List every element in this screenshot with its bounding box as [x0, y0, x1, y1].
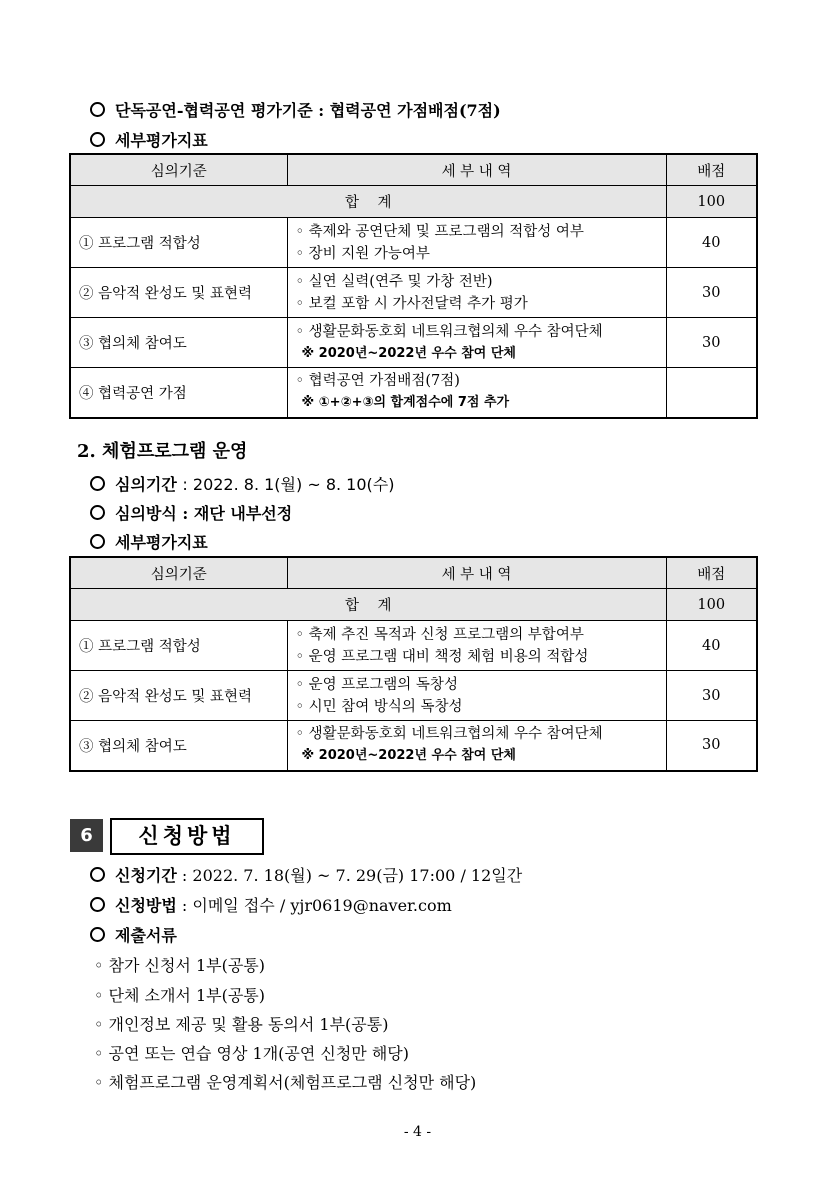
detail-label-1: 세부평가지표: [90, 128, 208, 151]
documents-label-line: 제출서류: [90, 923, 177, 946]
table-row: [70, 368, 757, 418]
detail-label-2: 세부평가지표: [90, 530, 208, 553]
circle-bullet-icon: [90, 897, 105, 912]
circle-bullet-icon: [90, 505, 105, 520]
application-period-line: 신청기간 : 2022. 7. 18(월) ~ 7. 29(금) 17:00 / 12일간: [90, 863, 522, 886]
header-score: 배점: [666, 154, 757, 186]
list-item: ◦ 참가 신청서 1부(공통): [94, 956, 266, 975]
table-row: [70, 218, 757, 268]
table-row: [70, 621, 757, 671]
row-details: ◦ 축제와 공연단체 및 프로그램의 적합성 여부 ◦ 장비 지원 가능여부: [287, 218, 666, 268]
circle-bullet-icon: [90, 476, 105, 491]
table-total-row: [70, 589, 757, 621]
row-criterion: ③ 협의체 참여도: [70, 318, 287, 368]
row-criterion: ① 프로그램 적합성: [70, 218, 287, 268]
review-method-line: 심의방식 : 재단 내부선정: [90, 501, 292, 524]
row-score: 40: [666, 621, 757, 671]
circle-bullet-icon: [90, 927, 105, 942]
list-item: ◦ 개인정보 제공 및 활용 동의서 1부(공통): [94, 1015, 389, 1034]
row-criterion: ④ 협력공연 가점: [70, 368, 287, 418]
header-criteria: 심의기준: [70, 557, 287, 589]
circle-bullet-icon: [90, 132, 105, 147]
evaluation-table-2: [69, 556, 758, 772]
table-row: [70, 318, 757, 368]
table-row: [70, 268, 757, 318]
total-score: 100: [666, 589, 757, 621]
row-details: ◦ 생활문화동호회 네트워크협의체 우수 참여단체 ※ 2020년~2022년 우수 참여 단체: [287, 721, 666, 771]
row-note: ※ 2020년~2022년 우수 참여 단체: [301, 345, 516, 361]
table-row: [70, 671, 757, 721]
row-criterion: ② 음악적 완성도 및 표현력: [70, 268, 287, 318]
list-item: ◦ 단체 소개서 1부(공통): [94, 986, 266, 1005]
row-details: ◦ 실연 실력(연주 및 가창 전반) ◦ 보컬 포함 시 가사전달력 추가 평가: [287, 268, 666, 318]
table-row: [70, 721, 757, 771]
total-label: 합 계: [70, 186, 666, 218]
list-item: ◦ 공연 또는 연습 영상 1개(공연 신청만 해당): [94, 1044, 409, 1063]
header-criteria: 심의기준: [70, 154, 287, 186]
total-score: 100: [666, 186, 757, 218]
criteria-line: 단독공연-협력공연 평가기준 : 협력공연 가점배점(7점): [90, 98, 501, 121]
header-score: 배점: [666, 557, 757, 589]
row-score: 30: [666, 721, 757, 771]
application-method-line: 신청방법 : 이메일 접수 / yjr0619@naver.com: [90, 893, 452, 916]
row-details: ◦ 생활문화동호회 네트워크협의체 우수 참여단체 ※ 2020년~2022년 우수 참여 단체: [287, 318, 666, 368]
circle-bullet-icon: [90, 102, 105, 117]
row-note: ※ 2020년~2022년 우수 참여 단체: [301, 748, 516, 764]
row-score: 30: [666, 671, 757, 721]
evaluation-table-1: [69, 153, 758, 419]
row-score: [666, 368, 757, 418]
section-number: 6: [70, 819, 103, 852]
page-number: - 4 -: [403, 1124, 432, 1140]
list-item: ◦ 체험프로그램 운영계획서(체험프로그램 신청만 해당): [94, 1073, 477, 1092]
circle-bullet-icon: [90, 867, 105, 882]
table-total-row: [70, 186, 757, 218]
row-details: ◦ 협력공연 가점배점(7점) ※ ①+②+③의 합계점수에 7점 추가: [287, 368, 666, 418]
row-criterion: ② 음악적 완성도 및 표현력: [70, 671, 287, 721]
header-details: 세 부 내 역: [287, 154, 666, 186]
review-period-line: 심의기간 : 2022. 8. 1(월) ~ 8. 10(수): [90, 472, 394, 495]
row-details: ◦ 축제 추진 목적과 신청 프로그램의 부합여부 ◦ 운영 프로그램 대비 책정 체험 비용의 적합성: [287, 621, 666, 671]
row-criterion: ① 프로그램 적합성: [70, 621, 287, 671]
row-criterion: ③ 협의체 참여도: [70, 721, 287, 771]
row-score: 30: [666, 318, 757, 368]
row-score: 40: [666, 218, 757, 268]
total-label: 합 계: [70, 589, 666, 621]
table-header-row: [70, 557, 757, 589]
row-details: ◦ 운영 프로그램의 독창성 ◦ 시민 참여 방식의 독창성: [287, 671, 666, 721]
table-header-row: [70, 154, 757, 186]
section-2-heading: 2. 체험프로그램 운영: [77, 441, 248, 462]
header-details: 세 부 내 역: [287, 557, 666, 589]
section-title: 신청방법: [110, 818, 264, 855]
row-note: ※ ①+②+③의 합계점수에 7점 추가: [301, 395, 510, 411]
circle-bullet-icon: [90, 534, 105, 549]
row-score: 30: [666, 268, 757, 318]
